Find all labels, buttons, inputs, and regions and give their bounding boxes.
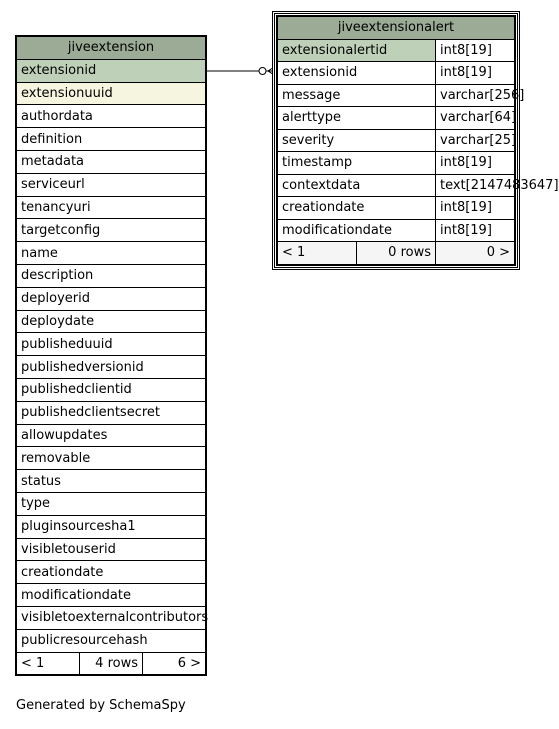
- footer-parents: < 1: [278, 242, 357, 265]
- generator-caption: Generated by SchemaSpy: [16, 698, 186, 713]
- column-type: int8[19]: [436, 152, 515, 175]
- column-type: varchar[256]: [436, 84, 515, 107]
- column-row: deployerid: [17, 287, 206, 310]
- column-name: severity: [278, 129, 436, 152]
- column-type: varchar[64]: [436, 107, 515, 130]
- column-row: definition: [17, 128, 206, 151]
- column-type: int8[19]: [436, 219, 515, 242]
- column-name: extensionid: [278, 62, 436, 85]
- column-row: creationdate: [17, 561, 206, 584]
- footer-row-count: 0 rows: [357, 242, 436, 265]
- column-row: modificationdate: [17, 584, 206, 607]
- column-row: publisheduuid: [17, 333, 206, 356]
- column-name: timestamp: [278, 152, 436, 175]
- column-row: pluginsourcesha1: [17, 515, 206, 538]
- column-type: int8[19]: [436, 197, 515, 220]
- footer-children: 0 >: [436, 242, 515, 265]
- column-row: metadata: [17, 150, 206, 173]
- column-row: allowupdates: [17, 424, 206, 447]
- column-name: alerttype: [278, 107, 436, 130]
- column-row: tenancyuri: [17, 196, 206, 219]
- column-row: publishedclientsecret: [17, 401, 206, 424]
- column-row: targetconfig: [17, 219, 206, 242]
- column-name: modificationdate: [278, 219, 436, 242]
- column-name: message: [278, 84, 436, 107]
- zero-optional-icon: [259, 68, 266, 75]
- table-jiveextensionalert[interactable]: [272, 11, 559, 270]
- column-row: name: [17, 242, 206, 265]
- column-row: extensionid: [17, 59, 206, 82]
- table-jiveextension[interactable]: [15, 35, 207, 676]
- column-row: type: [17, 492, 206, 515]
- column-row: status: [17, 470, 206, 493]
- column-type: varchar[25]: [436, 129, 515, 152]
- column-row: publicresourcehash: [17, 629, 206, 652]
- column-type: int8[19]: [436, 39, 515, 62]
- column-type: int8[19]: [436, 62, 515, 85]
- footer-parents: < 1: [17, 652, 80, 675]
- column-row: description: [17, 264, 206, 287]
- column-row: visibletoexternalcontributors: [17, 606, 206, 629]
- column-row: removable: [17, 447, 206, 470]
- table-title: jiveextensionalert: [278, 17, 515, 40]
- column-row: publishedversionid: [17, 356, 206, 379]
- column-row: serviceurl: [17, 173, 206, 196]
- column-row: deploydate: [17, 310, 206, 333]
- footer-row-count: 4 rows: [80, 652, 143, 675]
- column-row: publishedclientid: [17, 378, 206, 401]
- column-name: creationdate: [278, 197, 436, 220]
- column-name: contextdata: [278, 174, 436, 197]
- footer-children: 6 >: [143, 652, 206, 675]
- column-row: extensionuuid: [17, 82, 206, 105]
- column-row: visibletouserid: [17, 538, 206, 561]
- column-name: extensionalertid: [278, 39, 436, 62]
- table-title: jiveextension: [17, 37, 206, 60]
- column-row: authordata: [17, 105, 206, 128]
- column-type: text[2147483647]: [436, 174, 515, 197]
